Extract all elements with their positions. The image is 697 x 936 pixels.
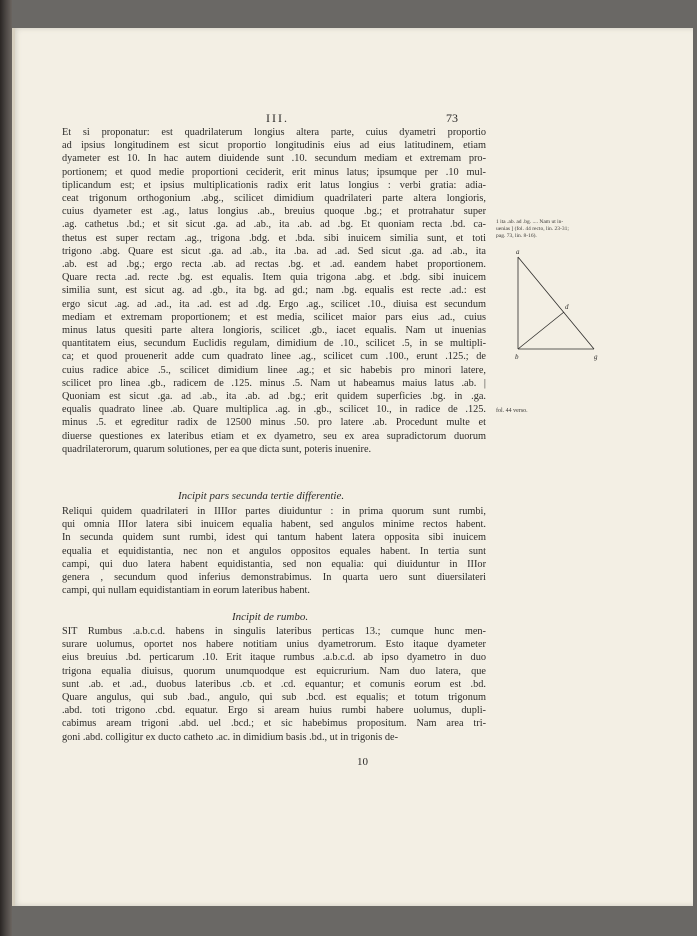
text-line: .abd. toti trigono .cbd. equatur. Ergo si aream huius rumbi habere uolumus, dupli- xyxy=(62,705,486,717)
text-line: minus latus quesiti parte altera longioris, scilicet .gb., iacet equalis. Nam ut inuenias xyxy=(62,325,486,337)
margin-note-2: fol. 44 verso. xyxy=(496,408,528,414)
text-line: trigono .abg. Quare est sicut .ga. ad .ab., ita .ba. ad .ad. Sed sicut .ga. ad .ab., ita xyxy=(62,245,486,257)
text-line: surare uolumus, oportet nos habere notitiam unius dyametrorum. Esto itaque dyameter xyxy=(62,639,486,651)
note-line: uenias ] (fol. 44 recto, lin. 23-31; xyxy=(496,226,569,232)
cathetus-bd xyxy=(518,312,564,349)
book-spine xyxy=(0,0,12,936)
text-line: tiplicandum est; et ipsius multiplicationis radix erit latus longius : verbi gratia: adia- xyxy=(62,179,486,191)
chapter-number: III. xyxy=(266,111,289,125)
text-line: In secunda quidem sunt rumbi, idest qui tantum habent latera opposita sibi inuicem xyxy=(62,532,486,544)
text-line: goni .abd. colligitur ex ducto catheto .ac. in dimidium basis .bd., ut in trigonis de- xyxy=(62,731,399,743)
text-line: trigona equalia diuisus, quorum unumquodque est equicrurium. Nam duo latera, que xyxy=(62,665,486,677)
page-gutter xyxy=(12,28,15,906)
text-line: ceat trigonum orthogonium .abg., scilicet dimidium quadrilateri parte altera longioris, xyxy=(62,193,486,205)
label-a: a xyxy=(516,248,520,256)
text-line: cuius dyameter est .ag., latus longius .ab., breuius quoque .bg.; et protrahatur super xyxy=(62,206,486,218)
text-line: minus .5. et egreditur radix de 12500 minus .50. pro latere .ab. Procedunt multe et xyxy=(62,417,486,429)
text-line: cabimus aream trigoni .abd. uel .bcd.; et sic habebimus propositum. Nam area tri- xyxy=(62,718,486,730)
text-line: equalia et equidistantia, nec non et angulos oppositos equales habent. In tertia sunt xyxy=(62,545,486,557)
text-line: .ab. est ad .bg.; ergo recta .ab. ad rectas .bg. et .ad. eandem habet proportionem. xyxy=(62,259,486,271)
label-b: b xyxy=(515,353,519,361)
page-number-bottom: 10 xyxy=(357,756,368,768)
text-line: quantitatem eius, secundum Euclidis regulam, dimidium de .10., scilicet .5, in se multipli- xyxy=(62,338,486,350)
text-line: cuius radice abice .5., scilicet dimidium linee .ag.; et sic habebis pro minori latere, xyxy=(62,364,486,376)
text-line: portionem; et quod medie proportioni ceciderit, erit minus latus; ipsumque per .10 mul- xyxy=(62,166,486,178)
section-heading-1: Incipit pars secunda tertie differentie. xyxy=(178,490,345,502)
margin-note-1 xyxy=(496,219,616,240)
text-line: eius breuius .bd. perticarum .10. Erit itaque rumbus .a.b.c.d. ab ipso dyametro in duo xyxy=(62,652,486,664)
triangle-figure xyxy=(505,245,605,365)
section-heading-2: Incipit de rumbo. xyxy=(232,611,309,623)
text-line: Quoniam est sicut .ga. ad .ab., ita .ab. ad .bg.; erit quidem superficies .bg. in .ga. xyxy=(62,391,486,403)
text-line: scilicet pro linea .gb., radicem de .125. minus .5. Nam ut habeamus maius latus .ab. | xyxy=(62,377,486,389)
text-line: similia sunt, est sicut ag. ad .gb., ita bg. ad gd.; nam .bg. equalis est recte .ad.: est xyxy=(62,285,486,297)
text-line: mediam et extremam proportionem; et est media, scilicet maior pars eius .ad., cuius xyxy=(62,311,486,323)
note-line: pag. 73, lin. 8-16). xyxy=(496,233,537,239)
text-line: thetus est super rectam .ag., trigona .bdg. et .bda. sibi inuicem similia sunt, et toti xyxy=(62,232,486,244)
text-line: campi, qui duo latera habent equidistantia, sed non equalia: qui diuiduntur in IIIor xyxy=(62,558,486,570)
body-block-1 xyxy=(62,126,486,456)
page-number-top: 73 xyxy=(446,111,458,125)
note-line: 1 ita .ab. ad .bg. .... Nam ut in- xyxy=(496,219,564,225)
hypotenuse-ag xyxy=(518,257,594,349)
text-line: campi, qui nullam equidistantiam in eorum lateribus habent. xyxy=(62,585,310,597)
text-line: .ag. cathetus .bd.; et sit sicut .ga. ad .ab., ita .ab. ad .bg. Et quoniam recta .bd. ca- xyxy=(62,219,486,231)
label-g: g xyxy=(594,353,598,361)
text-line: ad ipsius longitudinem est sicut proportio longitudinis eius ad eius latitudinem, etiam xyxy=(62,140,486,152)
text-line: Reliqui quidem quadrilateri in IIIIor partes diuiduntur : in prima quorum sunt rumbi, xyxy=(62,506,486,517)
text-line: qui omnia IIIor latera sibi inuicem equalia habent, sed angulos minime rectos habent. xyxy=(62,519,486,531)
text-line: ergo sicut .ag. ad .ad., ita .ad. est ad .dg. Ergo .ag., scilicet .10., diuisa est secundum xyxy=(62,298,486,310)
text-line: Quare angulus, qui sub .bad., angulo, qui sub .bcd. est equalis; et totum trigonum xyxy=(62,692,486,704)
text-line: dyameter est 10. In hac autem diuidende sunt .10. secundum mediam et extremam pro- xyxy=(62,153,486,165)
text-line: Quare recta .ad. recte .bg. est equalis. Item quia trigona .abg. et .bdg. sibi inuicem xyxy=(62,272,486,284)
text-line: equalis quadrato linee .ab. Quare multiplica .ag. in .gb., scilicet 10., in radice de .125. xyxy=(62,404,486,416)
text-line: SIT Rumbus .a.b.c.d. habens in singulis lateribus perticas 13.; cumque hunc men- xyxy=(62,626,486,637)
label-d: d xyxy=(565,303,569,311)
text-line: Et si proponatur: est quadrilaterum longius altera parte, cuius dyametri proportio xyxy=(62,127,486,138)
text-line: quadrilaterorum, quarum solutiones, per ea que dicta sunt, poteris inuenire. xyxy=(62,443,372,455)
text-line: ca; et quod prouenerit adde cum quadrato linee .ag., scilicet cum .100., erunt .125.; de xyxy=(62,351,486,363)
text-line: sunt .ab. et .ad., duobus lateribus .cb. et .cd. equantur; et comunis eorum est .bd. xyxy=(62,678,486,690)
text-line: diuerse questiones ex lateribus etiam et ex dyametro, seu ex area supradictorum duorum xyxy=(62,430,486,442)
body-block-2 xyxy=(62,505,486,597)
body-block-3 xyxy=(62,625,486,744)
text-line: genera , secundum quod inferius demonstrabimus. In quarta uero sunt diuersilateri xyxy=(62,572,486,584)
